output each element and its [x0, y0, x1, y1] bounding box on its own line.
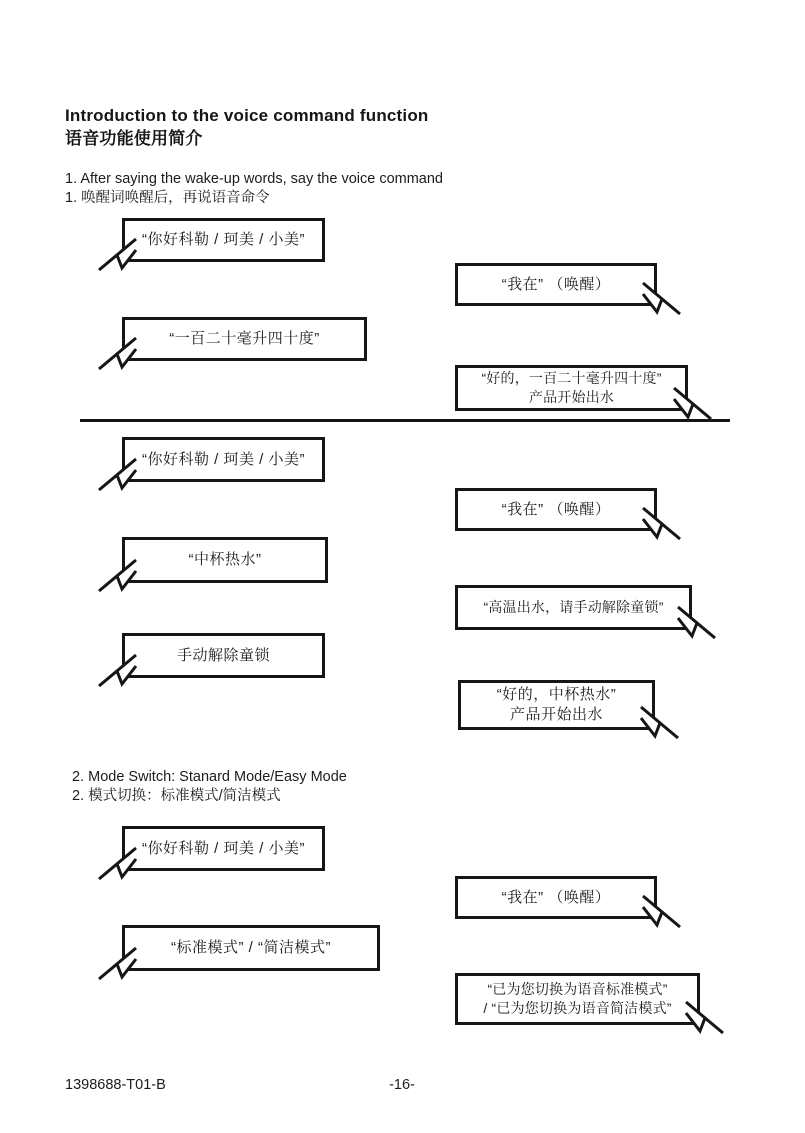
bubble-tail-right-icon — [642, 892, 682, 930]
bubble-text: “好的，一百二十毫升四十度” — [481, 370, 662, 386]
bubble-mode-command — [122, 925, 380, 971]
instruction-2-en: 2. Mode Switch: Stanard Mode/Easy Mode — [72, 769, 347, 785]
bubble-text: “你好科勒 / 珂美 / 小美” — [142, 231, 305, 248]
bubble-volume-temp-reply — [455, 365, 688, 411]
bubble-tail-left-icon — [97, 844, 137, 882]
instruction-2 — [72, 768, 347, 805]
page-title-zh: 语音功能使用简介 — [65, 129, 203, 148]
instruction-1 — [65, 170, 443, 207]
bubble-text: / “已为您切换为语音简洁模式” — [483, 1000, 672, 1016]
bubble-text: “我在” （唤醒） — [501, 888, 611, 906]
page-number: -16- — [389, 1077, 415, 1093]
bubble-text: 产品开始出水 — [509, 706, 603, 723]
bubble-text: “一百二十毫升四十度” — [169, 330, 320, 347]
bubble-tail-left-icon — [97, 651, 137, 689]
bubble-tail-right-icon — [642, 504, 682, 542]
bubble-wake-reply-2 — [455, 488, 657, 531]
instruction-1-en: 1. After saying the wake-up words, say the voice command — [65, 171, 443, 187]
bubble-text: “已为您切换为语音标准模式” — [487, 981, 668, 997]
bubble-tail-left-icon — [97, 944, 137, 982]
bubble-childlock-warning — [455, 585, 692, 630]
bubble-wake-words-1 — [122, 218, 325, 262]
bubble-tail-left-icon — [97, 334, 137, 372]
bubble-text: “我在” （唤醒） — [501, 275, 611, 293]
bubble-text: “你好科勒 / 珂美 / 小美” — [142, 450, 305, 468]
bubble-tail-right-icon — [673, 384, 713, 422]
bubble-hot-water-reply — [458, 680, 655, 730]
bubble-text: “标准模式” / “简洁模式” — [171, 939, 331, 956]
section-divider — [80, 419, 730, 422]
bubble-tail-right-icon — [642, 279, 682, 317]
instruction-1-zh: 1. 唤醒词唤醒后，再说语音命令 — [65, 189, 270, 206]
page-title — [65, 104, 429, 150]
bubble-tail-right-icon — [685, 998, 725, 1036]
bubble-tail-right-icon — [677, 603, 717, 641]
bubble-hot-water-command — [122, 537, 328, 583]
bubble-childlock-unlock — [122, 633, 325, 678]
bubble-tail-left-icon — [97, 455, 137, 493]
instruction-2-zh: 2. 模式切换：标准模式/简洁模式 — [72, 787, 281, 804]
bubble-text: 手动解除童锁 — [176, 646, 270, 664]
bubble-volume-temp-command — [122, 317, 367, 361]
bubble-mode-reply — [455, 973, 700, 1025]
bubble-wake-words-2 — [122, 437, 325, 482]
bubble-text: “你好科勒 / 珂美 / 小美” — [142, 839, 305, 857]
bubble-tail-left-icon — [97, 235, 137, 273]
bubble-text: “高温出水，请手动解除童锁” — [483, 599, 664, 615]
bubble-text: “中杯热水” — [188, 551, 262, 568]
bubble-wake-reply-3 — [455, 876, 657, 919]
page-title-en: Introduction to the voice command function — [65, 106, 429, 125]
bubble-tail-right-icon — [640, 703, 680, 741]
bubble-text: “好的，中杯热水” — [496, 686, 617, 703]
bubble-wake-words-3 — [122, 826, 325, 871]
bubble-wake-reply-1 — [455, 263, 657, 306]
bubble-text: “我在” （唤醒） — [501, 500, 611, 518]
bubble-tail-left-icon — [97, 556, 137, 594]
document-code: 1398688-T01-B — [65, 1077, 166, 1093]
bubble-text: 产品开始出水 — [528, 389, 615, 405]
